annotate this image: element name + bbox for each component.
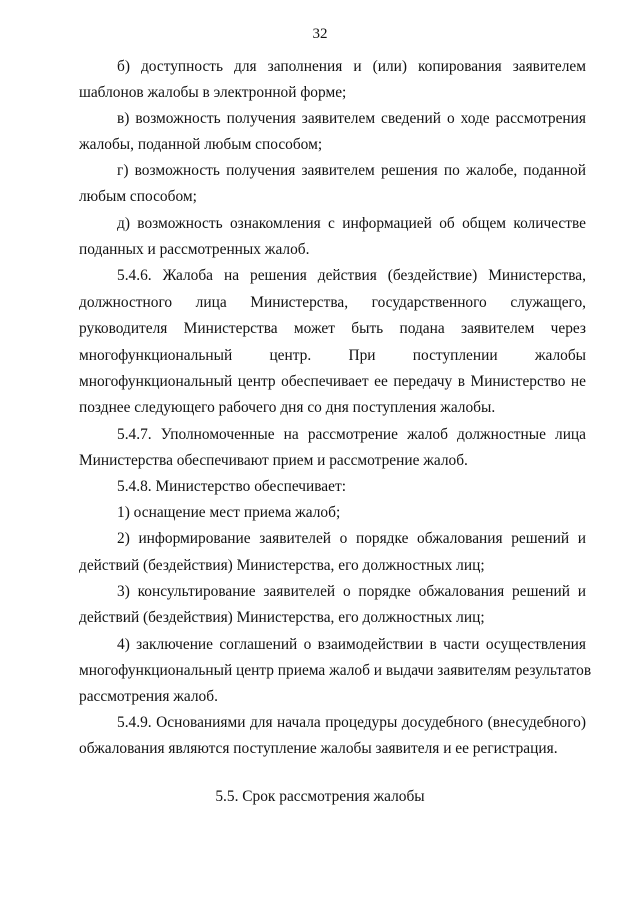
page-number: 32	[312, 26, 328, 42]
text-line: 5.4.6. Жалоба на решения действия (бездействие) Министерства,	[117, 267, 586, 284]
text-line: 5.4.8. Министерство обеспечивает:	[117, 478, 346, 495]
text-line: 3) консультирование заявителей о порядке обжалования решений и	[117, 583, 586, 600]
section-heading: 5.5. Срок рассмотрения жалобы	[215, 788, 425, 805]
text-line: любым способом;	[79, 188, 197, 205]
text-line: г) возможность получения заявителем решения по жалобе, поданной	[117, 162, 586, 179]
text-line: б) доступность для заполнения и (или) копирования заявителем	[117, 58, 586, 75]
text-line: 5.4.7. Уполномоченные на рассмотрение жалоб должностные лица	[117, 426, 586, 443]
text-line: в) возможность получения заявителем сведений о ходе рассмотрения	[117, 110, 586, 127]
text-line: должностного лица Министерства, государственного служащего,	[79, 294, 586, 311]
text-line: рассмотрения жалоб.	[79, 688, 218, 705]
text-line: позднее следующего рабочего дня со дня поступления жалобы.	[79, 399, 496, 416]
text-line: руководителя Министерства может быть подана заявителем через	[79, 320, 586, 337]
text-line: многофункциональный центр приема жалоб и выдачи заявителям результатов	[79, 662, 592, 679]
text-line: многофункциональный центр обеспечивает ее передачу в Министерство не	[79, 373, 586, 390]
text-line: д) возможность ознакомления с информацией об общем количестве	[117, 215, 586, 232]
text-line: жалобы, поданной любым способом;	[79, 136, 323, 153]
text-line: обжалования являются поступление жалобы заявителя и ее регистрация.	[79, 740, 558, 757]
text-line: действий (бездействия) Министерства, его должностных лиц;	[79, 609, 485, 626]
text-line: многофункциональный центр. При поступлении жалобы	[79, 347, 586, 364]
text-line: 5.4.9. Основаниями для начала процедуры досудебного (внесудебного)	[117, 714, 586, 731]
text-line: поданных и рассмотренных жалоб.	[79, 241, 310, 258]
text-line: 4) заключение соглашений о взаимодействии в части осуществления	[117, 636, 586, 653]
text-line: 1) оснащение мест приема жалоб;	[117, 504, 341, 521]
text-line: действий (бездействия) Министерства, его должностных лиц;	[79, 557, 485, 574]
text-line: Министерства обеспечивают прием и рассмотрение жалоб.	[79, 452, 468, 469]
text-line: 2) информирование заявителей о порядке обжалования решений и	[117, 530, 586, 547]
text-line: шаблонов жалобы в электронной форме;	[79, 84, 347, 101]
